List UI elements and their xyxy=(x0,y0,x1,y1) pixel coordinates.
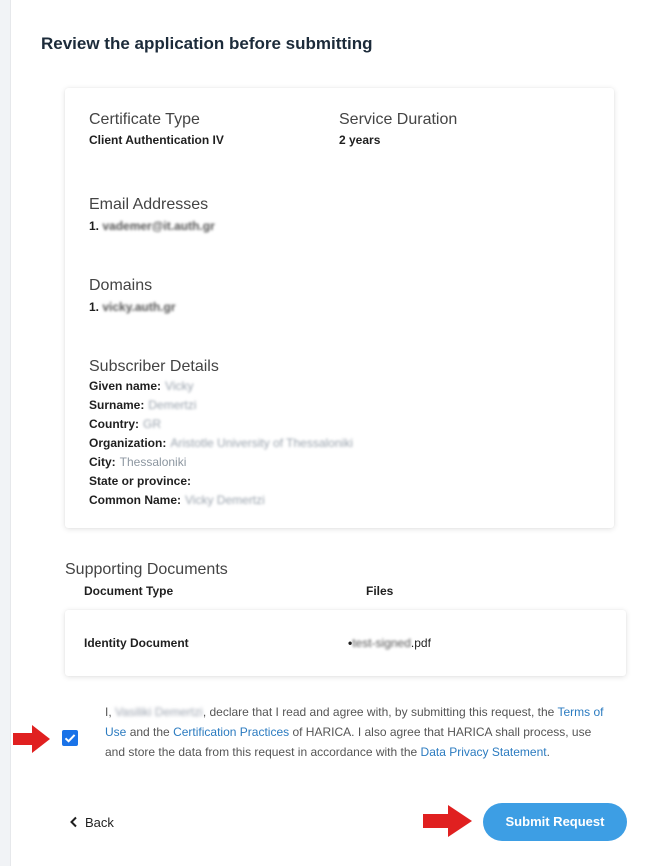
domain-value: vicky.auth.gr xyxy=(102,300,176,314)
organization-label: Organization: xyxy=(89,436,167,450)
document-row xyxy=(65,610,626,676)
email-index: 1. xyxy=(89,219,100,233)
city-label: City: xyxy=(89,455,116,469)
domain-item xyxy=(89,300,176,314)
certification-practices-link[interactable]: Certification Practices xyxy=(173,725,290,739)
surname-row xyxy=(89,398,196,412)
declaration-part2: of HARICA. I also agree that HARICA shall process, use and store the data from this request in accordance with the xyxy=(105,725,592,759)
declaration-prefix: I, xyxy=(105,705,112,719)
domains-label: Domains xyxy=(89,277,153,294)
state-label: State or province: xyxy=(89,474,192,488)
document-file-link[interactable] xyxy=(348,636,431,650)
common-name-value: Vicky Demertzi xyxy=(185,493,265,507)
common-name-row xyxy=(89,493,265,507)
given-name-row xyxy=(89,379,193,393)
subscriber-details-label: Subscriber Details xyxy=(89,358,219,375)
given-name-value: Vicky xyxy=(165,379,194,393)
declaration-and: and the xyxy=(129,725,170,739)
organization-value: Aristotle University of Thessaloniki xyxy=(170,436,353,450)
annotation-arrow-icon xyxy=(12,724,52,754)
declaration-text xyxy=(105,702,605,762)
check-icon xyxy=(62,730,78,746)
supporting-documents-title: Supporting Documents xyxy=(65,561,228,578)
given-name-label: Given name: xyxy=(89,379,162,393)
chevron-left-icon xyxy=(69,816,79,828)
organization-row xyxy=(89,436,353,450)
annotation-arrow-icon xyxy=(422,804,474,838)
domain-index: 1. xyxy=(89,300,100,314)
email-value: vademer@it.auth.gr xyxy=(102,219,215,233)
service-duration-label: Service Duration xyxy=(339,111,458,128)
email-addresses-label: Email Addresses xyxy=(89,196,209,213)
declaration-end: . xyxy=(546,745,550,759)
submit-request-button[interactable]: Submit Request xyxy=(483,803,627,841)
document-type-header: Document Type xyxy=(84,584,174,598)
terms-of-use-link[interactable]: Terms of Use xyxy=(105,705,604,739)
files-header: Files xyxy=(366,584,394,598)
service-duration-value: 2 years xyxy=(339,133,381,147)
state-row xyxy=(89,474,195,488)
back-label: Back xyxy=(85,815,114,830)
document-type-value: Identity Document xyxy=(84,636,189,650)
city-value: Thessaloniki xyxy=(119,455,187,469)
email-address-item xyxy=(89,219,215,233)
certificate-type-label: Certificate Type xyxy=(89,111,200,128)
page-title: Review the application before submitting xyxy=(41,34,373,53)
file-name-blurred: test-signed xyxy=(352,636,411,650)
certificate-type-value: Client Authentication IV xyxy=(89,133,224,147)
declarant-name: Vasiliki Demertzi xyxy=(115,705,203,719)
file-extension: .pdf xyxy=(410,636,431,650)
city-row xyxy=(89,455,186,469)
surname-value: Demertzi xyxy=(148,398,197,412)
agreement-checkbox[interactable] xyxy=(62,730,78,746)
common-name-label: Common Name: xyxy=(89,493,182,507)
review-panel xyxy=(10,0,665,866)
surname-label: Surname: xyxy=(89,398,145,412)
data-privacy-statement-link[interactable]: Data Privacy Statement xyxy=(420,745,547,759)
country-row xyxy=(89,417,161,431)
country-value: GR xyxy=(143,417,161,431)
bullet-icon: • xyxy=(348,636,353,650)
declaration-part1: , declare that I read and agree with, by submitting this request, the xyxy=(202,705,555,719)
application-summary-card xyxy=(65,88,614,528)
back-button[interactable] xyxy=(69,815,114,830)
country-label: Country: xyxy=(89,417,139,431)
